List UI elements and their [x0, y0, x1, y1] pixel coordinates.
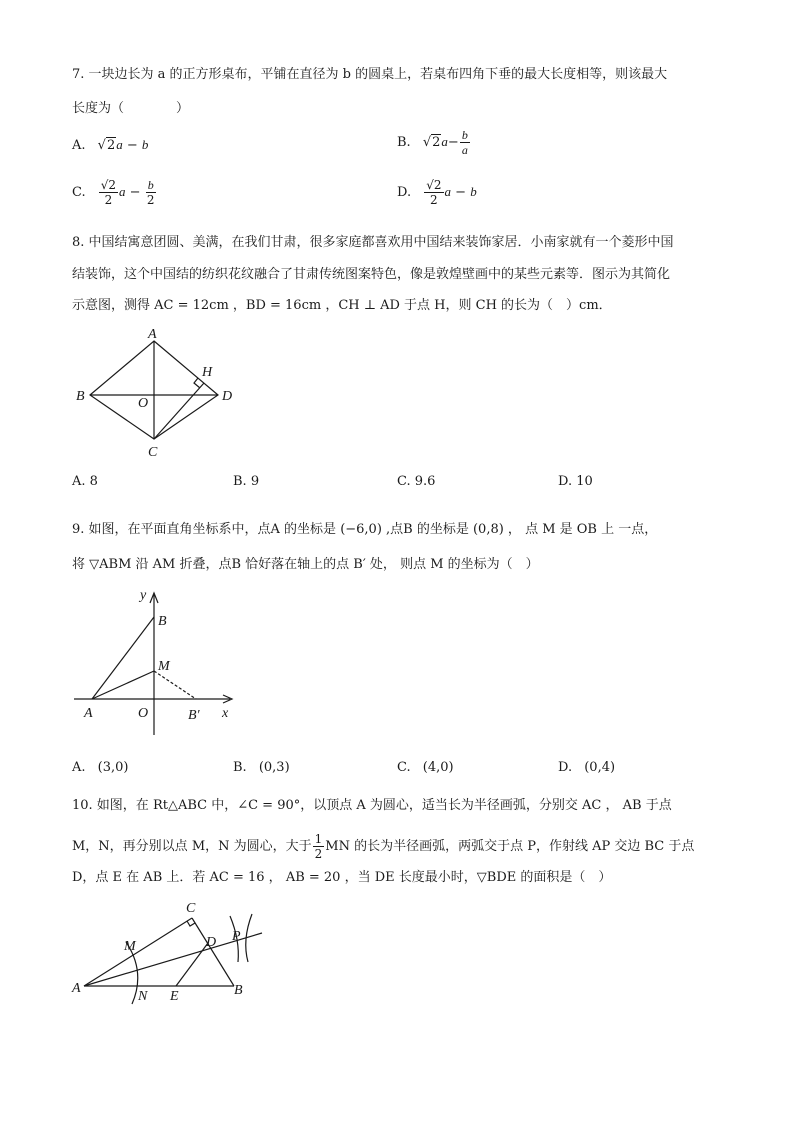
label-m: M: [124, 939, 136, 954]
q10-triangle-figure: [70, 900, 270, 1010]
option-value: (3,0): [97, 760, 129, 775]
segment-mb-prime: [154, 671, 196, 699]
q9-coordinate-figure: [70, 585, 250, 740]
q8-stem-line3: 示意图，测得 AC = 12cm ，BD = 16cm ，CH ⊥ AD 于点 H，则 CH 的长为（ ）cm．: [72, 298, 612, 313]
label-o: O: [138, 706, 149, 721]
segment-ab: [92, 617, 154, 699]
option-label: D.: [558, 760, 573, 775]
label-c: C: [186, 901, 196, 916]
option-label: A.: [72, 474, 86, 489]
q8-option-c[interactable]: [397, 474, 435, 489]
q7-stem-line2: 长度为（ ）: [72, 101, 190, 116]
option-value: 8: [89, 474, 98, 489]
option-value: 10: [576, 474, 593, 489]
q9-stem-line1: 9. 如图，在平面直角坐标系中，点A 的坐标是 (−6,0) ,点B 的坐标是 (0,8) ， 点 M 是 OB 上 一点，: [72, 522, 658, 537]
option-value: (0,3): [258, 760, 290, 775]
label-a: A: [84, 706, 93, 721]
q9-option-a[interactable]: [72, 760, 129, 775]
option-formula: √2a − b: [97, 137, 149, 153]
option-label: D.: [558, 474, 573, 489]
label-x: x: [222, 706, 229, 721]
segment-ch: [154, 383, 204, 439]
option-formula: $\frac{√2}{2}$ a − b: [426, 178, 477, 207]
q7-option-d[interactable]: [397, 178, 477, 207]
q7-option-a[interactable]: [72, 137, 148, 153]
option-formula: $\frac{√2}{2}$ a − $\frac{b}{2}$: [100, 178, 155, 207]
label-b: B: [76, 389, 85, 404]
label-d: D: [206, 935, 217, 950]
label-y: y: [140, 588, 147, 603]
q8-stem-line1: 8. 中国结寓意团圆、美满，在我们甘肃，很多家庭都喜欢用中国结来装饰家居．小南家就有一个菱形中国: [72, 235, 674, 250]
label-e: E: [170, 989, 179, 1004]
q10-stem-line3: D，点 E 在 AB 上．若 AC = 16 ， AB = 20 ，当 DE 长度最小时，▽BDE 的面积是（ ）: [72, 870, 612, 885]
option-label: D.: [397, 185, 412, 200]
q10-fraction: [313, 832, 325, 861]
option-label: A.: [72, 760, 86, 775]
option-label: B.: [233, 474, 247, 489]
arc-from-n: [246, 914, 252, 962]
fraction-numerator: 1: [314, 832, 323, 846]
label-h: H: [202, 365, 213, 380]
q9-option-b[interactable]: [233, 760, 290, 775]
q10-stem-line2-part1: M，N，再分别以点 M，N 为圆心，大于: [72, 839, 312, 854]
option-label: B.: [397, 135, 411, 150]
fraction-denominator: 2: [314, 847, 323, 861]
label-c: C: [148, 445, 158, 460]
label-a: A: [72, 981, 81, 996]
label-b-prime: B′: [188, 708, 200, 723]
q10-stem-line2-part2: MN 的长为半径画弧，两弧交于点 P，作射线 AP 交边 BC 于点: [325, 839, 695, 854]
q8-stem-line2: 结装饰，这个中国结的纺织花纹融合了甘肃传统图案特色，像是敦煌壁画中的某些元素等．图示为其简化: [72, 267, 671, 282]
q8-rhombus-figure: [70, 325, 250, 465]
q9-option-c[interactable]: [397, 760, 454, 775]
label-b: B: [158, 614, 167, 629]
q10-stem-line2: [72, 832, 694, 861]
option-value: 9.6: [414, 474, 436, 489]
option-value: (0,4): [584, 760, 616, 775]
q9-stem-line2: 将 ▽ABM 沿 AM 折叠，点B 恰好落在轴上的点 B′ 处， 则点 M 的坐标为（ ）: [72, 557, 539, 572]
q8-option-b[interactable]: [233, 474, 259, 489]
q7-stem-line1: 7. 一块边长为 a 的正方形桌布，平铺在直径为 b 的圆桌上，若桌布四角下垂的最大长度相等，则该最大: [72, 67, 668, 82]
q7-option-b[interactable]: [397, 128, 471, 157]
segment-am: [92, 671, 154, 699]
option-value: (4,0): [422, 760, 454, 775]
label-p: P: [232, 929, 241, 944]
option-label: C.: [397, 760, 411, 775]
q8-option-a[interactable]: [72, 474, 98, 489]
option-label: A.: [72, 138, 86, 153]
option-label: B.: [233, 760, 247, 775]
option-label: C.: [72, 185, 86, 200]
label-d: D: [222, 389, 233, 404]
label-o: O: [138, 396, 149, 411]
option-label: C.: [397, 474, 411, 489]
segment-de: [176, 943, 208, 986]
q7-option-c[interactable]: [72, 178, 157, 207]
option-value: 9: [250, 474, 260, 489]
label-a: A: [148, 327, 157, 342]
label-m: M: [158, 659, 170, 674]
q10-stem-line1: 10. 如图，在 Rt△ABC 中，∠C = 90°，以顶点 A 为圆心，适当长为半径画弧，分别交 AC ， AB 于点: [72, 798, 672, 813]
option-formula: √2a− $\frac{b}{a}$: [422, 128, 468, 157]
q8-option-d[interactable]: [558, 474, 593, 489]
label-b: B: [234, 983, 243, 998]
q9-option-d[interactable]: [558, 760, 615, 775]
label-n: N: [138, 989, 148, 1004]
